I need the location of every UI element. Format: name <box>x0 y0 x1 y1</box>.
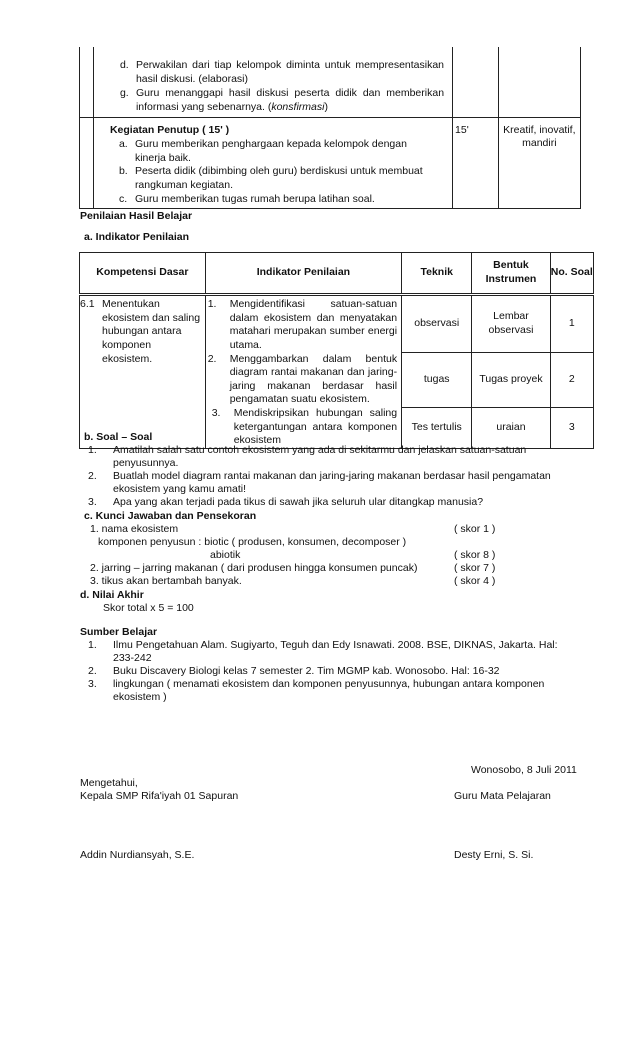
time-value: 15' <box>453 117 499 209</box>
list-item: a. Guru memberikan penghargaan kepada kelompok dengan kinerja baik. <box>118 138 407 164</box>
subsection-heading: b. Soal – Soal <box>84 431 153 443</box>
list-item: b. Peserta didik (dibimbing oleh guru) berdiskusi untuk membuat rangkuman kegiatan. <box>118 165 423 192</box>
formula-text: Skor total x 5 = 100 <box>103 602 194 614</box>
reference-item: 1. Ilmu Pengetahuan Alam. Sugiyarto, Teguh dan Edy Isnawati. 2008. BSE, DIKNAS, Jakarta. Hal: <box>88 639 558 651</box>
character-cell <box>498 47 580 117</box>
indikator-cell: 3. Mendiskripsikan hubungan saling ketergantungan antara komponen ekosistem <box>205 407 401 448</box>
question-item: 3. Apa yang akan terjadi pada tikus di sawah jika seluruh ular ditangkap manusia? <box>88 496 484 508</box>
list-item: g. Guru menanggapi hasil diskusi peserta didik dan memberikan informasi yang sebenarnya. (konsfirmasi) <box>119 87 445 113</box>
question-item: 2. Buatlah model diagram rantai makanan dan jaring-jaring makanan berdasar hasil pengamatan <box>88 470 551 482</box>
guru-name: Desty Erni, S. Si. <box>454 849 534 861</box>
indikator-cell: 2. Menggambarkan dalam bentuk diagram rantai makanan dan jaring-jaring makanan berdasar hasil pengamatan suatu ekosistem. <box>205 353 401 408</box>
answer-line: 2. jarring – jarring makanan ( dari produsen hingga konsumen puncak) <box>90 562 418 574</box>
header-no-soal: No. Soal <box>550 253 593 295</box>
kompetensi-cell: 6.1 Menentukan ekosistem dan saling hubungan antara komponen ekosistem. <box>80 295 206 449</box>
bentuk-cell: uraian <box>472 407 550 448</box>
activity-table <box>79 47 581 209</box>
score-label: ( skor 7 ) <box>454 562 496 574</box>
reference-item-cont: 233-242 <box>113 652 152 664</box>
guru-title: Guru Mata Pelajaran <box>454 790 551 802</box>
question-item-cont: penyusunnya. <box>113 457 179 469</box>
teknik-cell: observasi <box>402 295 472 353</box>
time-cell <box>453 47 499 117</box>
header-teknik: Teknik <box>402 253 472 295</box>
section-title: Kegiatan Penutup ( 15' ) <box>109 123 230 136</box>
bentuk-cell: Lembar observasi <box>472 295 550 353</box>
answer-line: abiotik <box>210 549 241 561</box>
answer-line: 3. tikus akan bertambah banyak. <box>90 575 242 587</box>
activity-cell <box>93 47 452 117</box>
list-item: d. Perwakilan dari tiap kelompok diminta untuk mempresentasikan hasil diskusi. (elaborasi) <box>119 59 445 85</box>
score-label: ( skor 4 ) <box>454 575 496 587</box>
question-item: 1. Amatilah salah satu contoh ekosistem yang ada di sekitarmu dan jelaskan satuan-satuan <box>88 444 527 456</box>
reference-item: 2. Buku Discavery Biologi kelas 7 semester 2. Tim MGMP kab. Wonosobo. Hal: 16-32 <box>88 665 500 677</box>
subsection-heading: c. Kunci Jawaban dan Pensekoran <box>84 510 257 522</box>
subsection-heading: d. Nilai Akhir <box>80 589 144 601</box>
question-item-cont: ekosistem yang kamu amati! <box>113 483 247 495</box>
kepala-name: Addin Nurdiansyah, S.E. <box>80 849 195 861</box>
character-value: Kreatif, inovatif, mandiri <box>498 117 580 209</box>
subsection-heading: a. Indikator Penilaian <box>84 231 190 243</box>
indikator-cell: 1. Mengidentifikasi satuan-satuan dalam ekosistem dan menyatakan matahari merupakan sumber energi utama. <box>205 295 401 353</box>
mengetahui-label: Mengetahui, <box>80 777 138 789</box>
teknik-cell: Tes tertulis <box>402 407 472 448</box>
reference-item-cont: ekosistem ) <box>113 691 167 703</box>
answer-line: 1. nama ekosistem <box>90 523 179 535</box>
reference-item: 3. lingkungan ( menamati ekosistem dan komponen penyusunnya, hubungan antara komponen <box>88 678 545 690</box>
header-kompetensi: Kompetensi Dasar <box>80 253 206 295</box>
kepala-title: Kepala SMP Rifa'iyah 01 Sapuran <box>80 790 239 802</box>
score-label: ( skor 1 ) <box>454 523 496 535</box>
bentuk-cell: Tugas proyek <box>472 353 550 408</box>
section-heading: Sumber Belajar <box>80 626 158 638</box>
assessment-table <box>79 252 594 449</box>
closing-activity-cell <box>93 117 452 209</box>
score-label: ( skor 8 ) <box>454 549 496 561</box>
teknik-cell: tugas <box>402 353 472 408</box>
section-heading: Penilaian Hasil Belajar <box>80 210 193 222</box>
header-bentuk: Bentuk Instrumen <box>472 253 550 295</box>
no-soal-cell: 1 <box>550 295 593 353</box>
list-item: c. Guru memberikan tugas rumah berupa latihan soal. <box>118 192 375 205</box>
no-soal-cell: 3 <box>550 407 593 448</box>
header-indikator: Indikator Penilaian <box>205 253 401 295</box>
place-date: Wonosobo, 8 Juli 2011 <box>471 764 577 776</box>
no-soal-cell: 2 <box>550 353 593 408</box>
answer-line: komponen penyusun : biotic ( produsen, konsumen, decomposer ) <box>98 536 407 548</box>
